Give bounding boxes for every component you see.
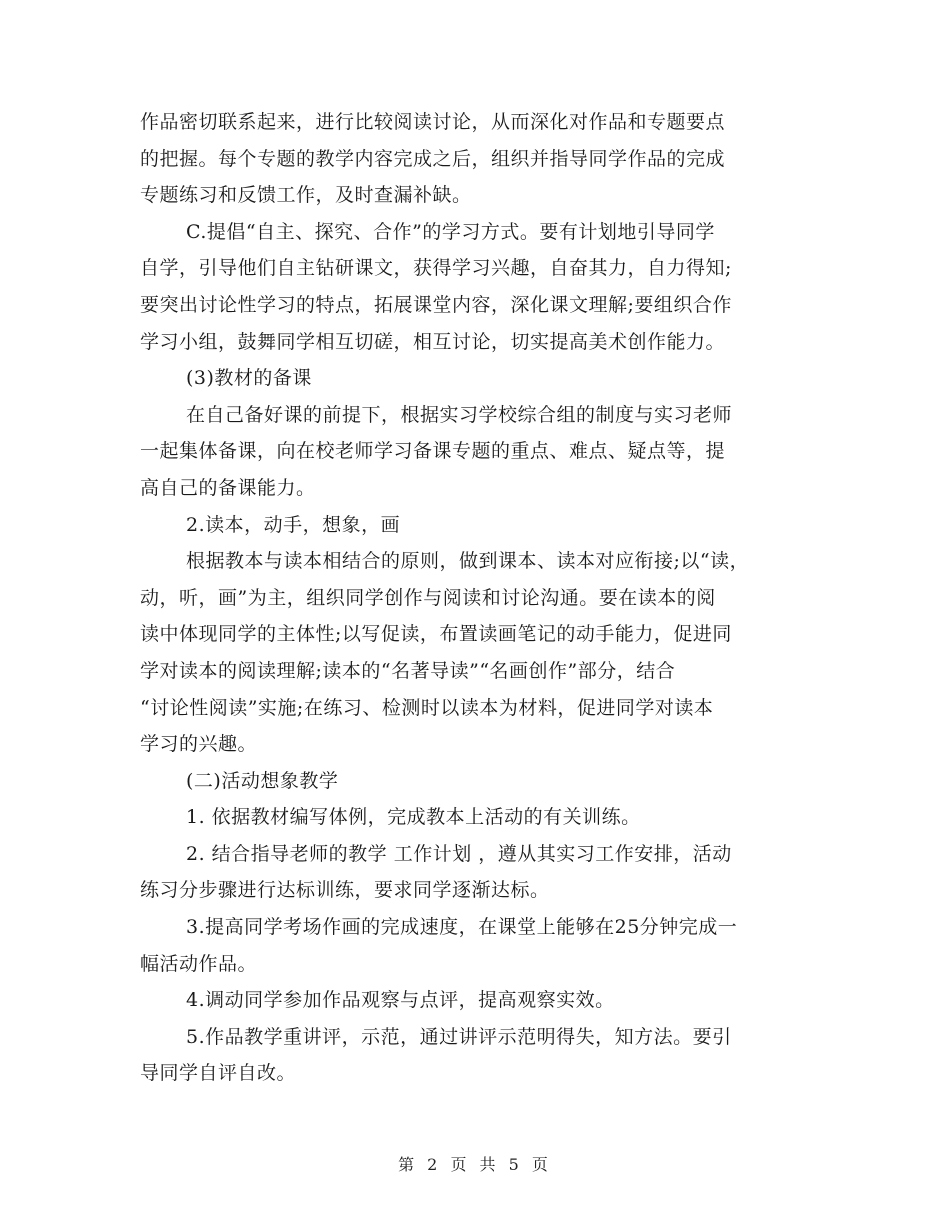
section-heading: (3)教材的备课 <box>186 367 312 390</box>
text-line: C.提倡“自主、探究、合作”的学习方式。要有计划地引导同学 <box>186 220 715 243</box>
text-line: 高自己的备课能力。 <box>140 476 316 499</box>
text-line: 学对读本的阅读理解;读本的“名著导读”“名画创作”部分，结合 <box>140 659 676 682</box>
text-line: 自学，引导他们自主钻研课文，获得学习兴趣，自奋其力，自力得知; <box>140 257 732 280</box>
list-item: 3.提高同学考场作画的完成速度，在课堂上能够在25分钟完成一 <box>186 916 738 939</box>
list-item: 4.调动同学参加作品观察与点评，提高观察实效。 <box>186 989 615 1012</box>
text-line: 幅活动作品。 <box>140 952 258 975</box>
text-line: 专题练习和反馈工作，及时查漏补缺。 <box>140 184 472 207</box>
text-line: 一起集体备课，向在校老师学习备课专题的重点、难点、疑点等，提 <box>140 440 726 463</box>
text-line: “讨论性阅读”实施;在练习、检测时以读本为材料，促进同学对读本 <box>140 696 714 719</box>
list-item: 1. 依据教材编写体例，完成教本上活动的有关训练。 <box>186 806 641 829</box>
list-item: 5.作品教学重讲评，示范，通过讲评示范明得失，知方法。要引 <box>186 1025 732 1048</box>
section-heading: (二)活动想象教学 <box>186 769 339 792</box>
text-line: 的把握。每个专题的教学内容完成之后，组织并指导同学作品的完成 <box>140 147 726 170</box>
text-line: 作品密切联系起来，进行比较阅读讨论，从而深化对作品和专题要点 <box>140 111 726 133</box>
text-line: 根据教本与读本相结合的原则，做到课本、读本对应衔接;以“读， <box>186 550 750 573</box>
text-line: 要突出讨论性学习的特点，拓展课堂内容，深化课文理解;要组织合作 <box>140 293 732 316</box>
text-line: 学习小组，鼓舞同学相互切磋，相互讨论，切实提高美术创作能力。 <box>140 330 726 353</box>
page-footer: 第 2 页 共 5 页 <box>398 1155 552 1174</box>
text-line: 读中体现同学的主体性;以写促读，布置读画笔记的动手能力，促进同 <box>140 623 732 646</box>
document-body <box>140 104 820 1092</box>
text-line: 学习的兴趣。 <box>140 733 258 756</box>
text-line: 练习分步骤进行达标训练，要求同学逐渐达标。 <box>140 879 550 902</box>
list-item: 2. 结合指导老师的教学 工作计划 ，遵从其实习工作安排，活动 <box>186 842 732 865</box>
text-line: 动，听，画”为主，组织同学创作与阅读和讨论沟通。要在读本的阅 <box>140 586 716 609</box>
text-line: 在自己备好课的前提下，根据实习学校综合组的制度与实习老师 <box>186 403 733 426</box>
section-heading: 2.读本，动手，想象，画 <box>186 513 401 536</box>
text-line: 导同学自评自改。 <box>140 1062 297 1085</box>
